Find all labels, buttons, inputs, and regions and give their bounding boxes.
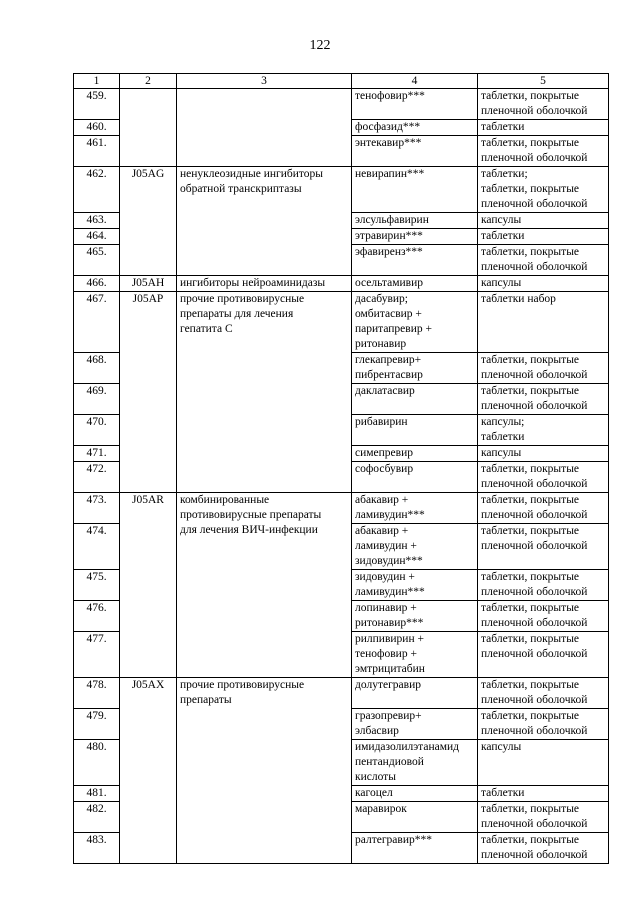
dosage-form: таблетки, покрытые пленочной оболочкой: [478, 462, 609, 493]
drug-name: невирапин***: [352, 167, 478, 213]
drug-name: гразопревир+ элбасвир: [352, 709, 478, 740]
row-number: 480.: [74, 740, 120, 786]
dosage-form: капсулы: [478, 446, 609, 462]
row-number: 460.: [74, 120, 120, 136]
drug-name: даклатасвир: [352, 384, 478, 415]
dosage-form: капсулы: [478, 276, 609, 292]
row-number: 476.: [74, 601, 120, 632]
row-number: 468.: [74, 353, 120, 384]
row-number: 482.: [74, 802, 120, 833]
atc-code: J05AP: [120, 292, 177, 493]
table-header-row: [74, 74, 609, 89]
dosage-form: таблетки, покрытые пленочной оболочкой: [478, 89, 609, 120]
dosage-form: таблетки: [478, 120, 609, 136]
row-number: 481.: [74, 786, 120, 802]
header-cell: 5: [478, 74, 609, 89]
drug-name: эфавиренз***: [352, 245, 478, 276]
row-number: 475.: [74, 570, 120, 601]
drug-name: абакавир + ламивудин + зидовудин***: [352, 524, 478, 570]
row-number: 466.: [74, 276, 120, 292]
group-name: прочие противовирусные препараты: [177, 678, 352, 864]
row-number: 474.: [74, 524, 120, 570]
atc-code: J05AR: [120, 493, 177, 678]
drug-name: кагоцел: [352, 786, 478, 802]
drug-name: энтекавир***: [352, 136, 478, 167]
dosage-form: таблетки, покрытые пленочной оболочкой: [478, 678, 609, 709]
atc-code: J05AG: [120, 167, 177, 276]
group-name: ингибиторы нейроаминидазы: [177, 276, 352, 292]
drug-name: фосфазид***: [352, 120, 478, 136]
dosage-form: таблетки, покрытые пленочной оболочкой: [478, 632, 609, 678]
atc-code: J05AX: [120, 678, 177, 864]
drug-name: абакавир + ламивудин***: [352, 493, 478, 524]
table-row: [74, 678, 609, 709]
dosage-form: капсулы: [478, 213, 609, 229]
drug-name: осельтамивир: [352, 276, 478, 292]
dosage-form: таблетки, покрытые пленочной оболочкой: [478, 833, 609, 864]
row-number: 477.: [74, 632, 120, 678]
dosage-form: таблетки; таблетки, покрытые пленочной оболочкой: [478, 167, 609, 213]
drug-name: имидазолилэтанамид пентандиовой кислоты: [352, 740, 478, 786]
table-row: [74, 276, 609, 292]
row-number: 464.: [74, 229, 120, 245]
group-name: комбинированные противовирусные препараты для лечения ВИЧ-инфекции: [177, 493, 352, 678]
row-number: 465.: [74, 245, 120, 276]
dosage-form: таблетки, покрытые пленочной оболочкой: [478, 802, 609, 833]
dosage-form: таблетки, покрытые пленочной оболочкой: [478, 493, 609, 524]
row-number: 459.: [74, 89, 120, 120]
row-number: 461.: [74, 136, 120, 167]
drug-name: элсульфавирин: [352, 213, 478, 229]
drug-name: маравирок: [352, 802, 478, 833]
medication-table: [73, 73, 609, 864]
dosage-form: таблетки, покрытые пленочной оболочкой: [478, 245, 609, 276]
drug-name: рилпивирин + тенофовир + эмтрицитабин: [352, 632, 478, 678]
row-number: 462.: [74, 167, 120, 213]
dosage-form: таблетки, покрытые пленочной оболочкой: [478, 384, 609, 415]
row-number: 478.: [74, 678, 120, 709]
header-cell: 2: [120, 74, 177, 89]
row-number: 483.: [74, 833, 120, 864]
dosage-form: капсулы: [478, 740, 609, 786]
table-row: [74, 167, 609, 213]
dosage-form: таблетки, покрытые пленочной оболочкой: [478, 353, 609, 384]
table-row: [74, 89, 609, 120]
dosage-form: таблетки: [478, 229, 609, 245]
drug-name: глекапревир+ пибрентасвир: [352, 353, 478, 384]
header-cell: 4: [352, 74, 478, 89]
drug-name: тенофовир***: [352, 89, 478, 120]
group-name: прочие противовирусные препараты для лечения гепатита C: [177, 292, 352, 493]
drug-name: лопинавир + ритонавир***: [352, 601, 478, 632]
row-number: 463.: [74, 213, 120, 229]
row-number: 471.: [74, 446, 120, 462]
drug-name: долутегравир: [352, 678, 478, 709]
drug-name: ралтегравир***: [352, 833, 478, 864]
drug-name: рибавирин: [352, 415, 478, 446]
dosage-form: таблетки, покрытые пленочной оболочкой: [478, 709, 609, 740]
group-name: ненуклеозидные ингибиторы обратной транскриптазы: [177, 167, 352, 276]
dosage-form: таблетки, покрытые пленочной оболочкой: [478, 524, 609, 570]
row-number: 472.: [74, 462, 120, 493]
row-number: 479.: [74, 709, 120, 740]
dosage-form: таблетки: [478, 786, 609, 802]
atc-code-cell: [120, 89, 177, 167]
dosage-form: таблетки, покрытые пленочной оболочкой: [478, 136, 609, 167]
drug-name: зидовудин + ламивудин***: [352, 570, 478, 601]
dosage-form: таблетки набор: [478, 292, 609, 353]
dosage-form: таблетки, покрытые пленочной оболочкой: [478, 570, 609, 601]
drug-name: софосбувир: [352, 462, 478, 493]
row-number: 467.: [74, 292, 120, 353]
drug-name: этравирин***: [352, 229, 478, 245]
dosage-form: таблетки, покрытые пленочной оболочкой: [478, 601, 609, 632]
dosage-form: капсулы; таблетки: [478, 415, 609, 446]
row-number: 473.: [74, 493, 120, 524]
drug-name: симепревир: [352, 446, 478, 462]
atc-code: J05AH: [120, 276, 177, 292]
header-cell: 3: [177, 74, 352, 89]
drug-name: дасабувир; омбитасвир + паритапревир + ритонавир: [352, 292, 478, 353]
table-row: [74, 292, 609, 353]
header-cell: 1: [74, 74, 120, 89]
table-row: [74, 493, 609, 524]
group-name-cell: [177, 89, 352, 167]
row-number: 470.: [74, 415, 120, 446]
page-number: 122: [309, 38, 331, 53]
row-number: 469.: [74, 384, 120, 415]
